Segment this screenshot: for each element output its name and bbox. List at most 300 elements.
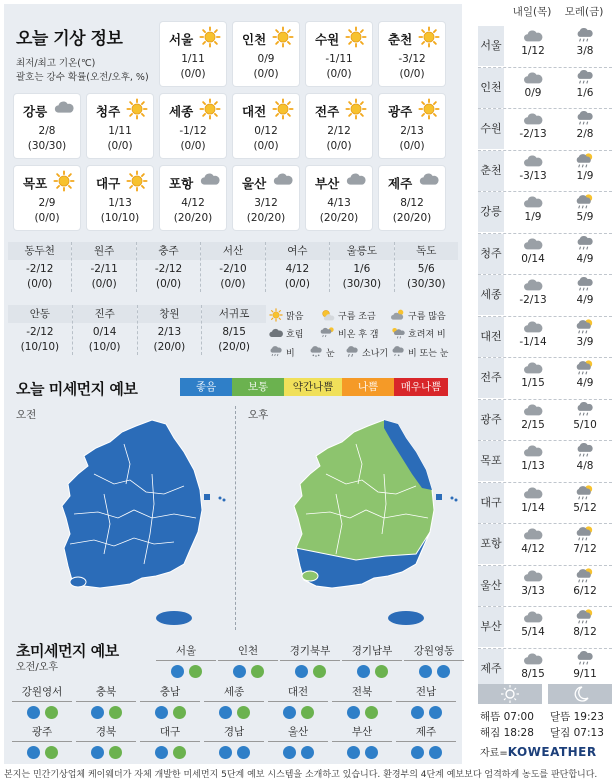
city-card <box>233 94 299 158</box>
legend-item <box>320 326 379 340</box>
cloud-icon <box>508 650 558 668</box>
minor-city-temp: -2/12 <box>26 263 54 275</box>
cloudy-then-rain-icon <box>390 326 406 340</box>
legend-item <box>390 345 449 359</box>
forecast-day1-temp: 8/15 <box>521 667 545 680</box>
legend-label: 비온 후 갬 <box>338 329 379 340</box>
forecast-day1-temp: 4/12 <box>521 543 545 555</box>
minor-city-name: 서귀포 <box>202 305 266 323</box>
region-name: 대전 <box>268 684 328 702</box>
cloud-icon <box>508 69 558 87</box>
forecast-panel <box>478 4 612 680</box>
region-name: 경기북부 <box>280 643 340 661</box>
minor-city-name: 충주 <box>137 242 200 260</box>
city-card <box>306 166 372 230</box>
minor-city-cell <box>201 242 265 292</box>
sun-icon <box>199 98 221 120</box>
dust-scale-item: 나쁨 <box>342 378 394 396</box>
forecast-day1-temp: 5/14 <box>521 626 545 638</box>
sun-icon <box>126 170 148 192</box>
forecast-day2-temp: 9/11 <box>573 667 597 680</box>
minor-city-cell <box>72 242 136 292</box>
forecast-city: 수원 <box>478 109 504 149</box>
legend-label: 구름 조금 <box>338 311 376 322</box>
forecast-day1-temp: 3/13 <box>521 584 545 597</box>
forecast-row <box>478 234 612 275</box>
city-precip: (0/0) <box>253 68 279 80</box>
forecast-day1-temp: -3/13 <box>519 169 547 182</box>
moonset-time: 달짐 07:13 <box>550 727 604 739</box>
forecast-row <box>478 317 612 358</box>
minor-city-cell <box>202 305 266 355</box>
legend-label: 구름 많음 <box>408 311 446 322</box>
row-divider <box>478 274 612 275</box>
minor-city-cell <box>395 242 458 292</box>
forecast-row <box>478 68 612 109</box>
forecast-city: 세종 <box>478 275 504 315</box>
forecast-row <box>478 400 612 441</box>
region-name: 강원영동 <box>404 643 464 661</box>
cloud-icon <box>272 170 294 192</box>
minor-city-temp: 1/6 <box>353 263 371 275</box>
sun-rain-icon <box>560 318 610 336</box>
minor-city-name: 안동 <box>8 305 72 323</box>
rain-icon <box>560 276 610 294</box>
city-card <box>14 94 80 158</box>
forecast-day1-temp: -2/13 <box>519 294 547 306</box>
cloud-icon <box>418 170 440 192</box>
forecast-city: 서울 <box>478 26 504 66</box>
forecast-head-day2: 모레(금) <box>564 6 604 18</box>
city-name: 부산 <box>315 176 340 191</box>
left-panel <box>4 4 462 764</box>
pm-level-dot <box>109 706 122 719</box>
city-card <box>87 166 153 230</box>
city-precip: (0/0) <box>253 140 279 152</box>
legend-label: 흐려져 비 <box>408 329 446 340</box>
legend-item <box>308 345 335 359</box>
minor-city-precip: (30/30) <box>407 278 446 290</box>
forecast-day2-temp: 5/10 <box>573 418 597 431</box>
sun-cloud-icon <box>320 308 336 322</box>
city-precip: (20/20) <box>392 212 432 224</box>
minor-city-name: 여수 <box>266 242 329 260</box>
city-precip: (0/0) <box>399 140 425 152</box>
cloud-icon <box>508 152 558 170</box>
minor-city-precip: (0/0) <box>27 278 53 290</box>
sun-outline-icon <box>478 684 542 704</box>
minor-city-cell <box>266 242 330 292</box>
sun-rain-icon <box>560 152 610 170</box>
forecast-city: 제주 <box>478 649 504 689</box>
forecast-row <box>478 275 612 316</box>
minor-city-cell <box>73 305 138 355</box>
ultra-region <box>6 724 78 759</box>
pm-level-dot <box>173 746 186 759</box>
city-temp: 2/12 <box>327 125 351 137</box>
pm-level-dot <box>313 665 326 678</box>
cloud-icon <box>508 110 558 128</box>
ultra-region <box>134 724 206 759</box>
row-divider <box>478 67 612 68</box>
minor-city-cell <box>330 242 394 292</box>
rain-icon <box>560 401 610 419</box>
pm-level-dot <box>429 706 442 719</box>
minor-city-cell <box>8 305 73 355</box>
city-temp: 2/9 <box>38 197 56 209</box>
city-name: 춘천 <box>388 32 413 47</box>
row-divider <box>478 357 612 358</box>
map-pm-label: 오후 <box>248 409 269 421</box>
forecast-day2-temp: 3/8 <box>576 45 594 57</box>
am-level-dot <box>233 665 246 678</box>
city-precip: (0/0) <box>326 68 352 80</box>
minor-city-cell <box>137 242 201 292</box>
cloud-icon <box>508 193 558 211</box>
forecast-city: 춘천 <box>478 151 504 191</box>
city-name: 청주 <box>96 104 121 119</box>
rain-icon <box>560 27 610 45</box>
forecast-row <box>478 483 612 524</box>
map-divider <box>235 406 236 630</box>
rain-then-clear-icon <box>320 326 336 340</box>
minor-city-precip: (20/0) <box>153 341 186 353</box>
minor-city-precip: (20/0) <box>218 341 251 353</box>
pm-level-dot <box>301 706 314 719</box>
city-precip: (20/20) <box>319 212 359 224</box>
minor-city-cell <box>8 242 72 292</box>
am-level-dot <box>155 706 168 719</box>
map-am-label: 오전 <box>16 409 37 421</box>
cloud-icon <box>508 27 558 45</box>
dust-scale-item: 보통 <box>232 378 284 396</box>
source-label <box>480 744 597 759</box>
sun-icon <box>345 26 367 48</box>
am-level-dot <box>219 706 232 719</box>
legend-label: 비 <box>286 348 295 359</box>
minor-city-temp: -2/12 <box>26 326 54 338</box>
city-temp: 4/12 <box>181 197 205 209</box>
minor-city-temp: -2/11 <box>90 263 118 275</box>
sun-rain-icon <box>560 525 610 543</box>
forecast-city: 인천 <box>478 68 504 108</box>
am-level-dot <box>283 706 296 719</box>
region-name: 경남 <box>204 724 264 742</box>
row-divider <box>478 150 612 151</box>
city-precip: (0/0) <box>326 140 352 152</box>
minor-city-precip: (0/0) <box>220 278 246 290</box>
ultra-region <box>198 724 270 759</box>
city-card <box>379 94 445 158</box>
am-level-dot <box>347 706 360 719</box>
sun-rain-icon <box>560 567 610 585</box>
region-name: 광주 <box>12 724 72 742</box>
city-temp: 1/11 <box>181 53 205 65</box>
city-name: 서울 <box>169 32 194 47</box>
source-prefix: 자료= <box>480 748 508 759</box>
cloud-icon <box>508 484 558 502</box>
sun-icon <box>418 98 440 120</box>
forecast-day1-temp: 2/15 <box>521 418 545 431</box>
city-temp: -1/11 <box>325 53 353 65</box>
am-level-dot <box>283 746 296 759</box>
forecast-city: 울산 <box>478 566 504 606</box>
minor-city-temp: -2/12 <box>154 263 183 275</box>
forecast-city: 부산 <box>478 607 504 647</box>
city-card <box>160 94 226 158</box>
row-divider <box>478 108 612 109</box>
cloud-icon <box>508 608 558 626</box>
city-temp: 1/11 <box>108 125 132 137</box>
pm-level-dot <box>45 706 58 719</box>
am-level-dot <box>295 665 308 678</box>
rain-icon <box>560 235 610 253</box>
sunrise-time: 해뜸 07:00 <box>480 711 534 723</box>
city-temp: -3/12 <box>398 53 426 65</box>
legend-item <box>268 345 295 359</box>
minor-city-name: 서산 <box>201 242 264 260</box>
cloud-icon <box>508 318 558 336</box>
forecast-day2-temp: 1/6 <box>576 86 594 99</box>
forecast-day2-temp: 3/9 <box>576 335 594 348</box>
city-name: 제주 <box>388 176 413 191</box>
city-temp: 2/8 <box>38 125 56 137</box>
pm-level-dot <box>173 706 186 719</box>
dust-map-am <box>34 414 230 632</box>
pm-level-dot <box>375 665 388 678</box>
region-name: 전남 <box>396 684 456 702</box>
ultra-subtitle: 오전/오후 <box>16 662 59 673</box>
city-name: 대전 <box>242 104 267 119</box>
minor-city-name: 원주 <box>72 242 135 260</box>
forecast-row <box>478 26 612 67</box>
city-name: 광주 <box>388 104 413 119</box>
cloud-icon <box>53 98 75 120</box>
sun-box <box>478 684 542 704</box>
forecast-day1-temp: 0/14 <box>521 252 545 265</box>
forecast-city: 전주 <box>478 358 504 398</box>
city-temp: 2/13 <box>400 125 424 137</box>
moon-outline-icon <box>548 684 612 704</box>
footer-note: 본지는 민간기상업체 케이웨더가 자체 개발한 미세먼지 5단계 예보 시스템을 소개하고 있습니다. 환경부의 4단계 예보보다 엄격하게 농도를 판단합니다. <box>4 770 598 780</box>
page-title: 오늘 기상 정보 <box>16 29 123 49</box>
rain-or-snow-icon <box>390 345 406 359</box>
minor-city-name: 창원 <box>138 305 202 323</box>
forecast-day1-temp: 1/13 <box>521 460 545 472</box>
city-name: 인천 <box>242 32 267 47</box>
region-name: 부산 <box>332 724 392 742</box>
sun-icon <box>53 170 75 192</box>
city-precip: (30/30) <box>27 140 67 152</box>
dust-scale-item: 좋음 <box>180 378 232 396</box>
city-name: 강릉 <box>23 104 48 119</box>
legend-label: 소나기 <box>362 348 389 359</box>
region-name: 충북 <box>76 684 136 702</box>
city-card <box>379 166 445 230</box>
row-divider <box>478 316 612 317</box>
city-precip: (0/0) <box>34 212 60 224</box>
subtitle-temp: 최저/최고 기온(℃) <box>16 58 96 69</box>
forecast-row <box>478 358 612 399</box>
forecast-city: 대전 <box>478 317 504 357</box>
forecast-row <box>478 151 612 192</box>
sun-icon <box>268 308 284 322</box>
cloud-icon <box>345 170 367 192</box>
rain-icon <box>268 345 284 359</box>
ultra-title: 초미세먼지 예보 <box>16 642 119 660</box>
ultra-region <box>262 724 334 759</box>
city-name: 전주 <box>315 104 340 119</box>
region-name: 강원영서 <box>12 684 72 702</box>
forecast-day1-temp: 1/12 <box>521 45 545 57</box>
am-level-dot <box>411 706 424 719</box>
shower-icon <box>344 345 360 359</box>
pm-level-dot <box>237 706 250 719</box>
region-name: 충남 <box>140 684 200 702</box>
sun-rain-icon <box>560 608 610 626</box>
dust-scale-item: 약간나쁨 <box>284 378 342 396</box>
forecast-day1-temp: -1/14 <box>519 335 547 348</box>
row-divider <box>478 606 612 607</box>
forecast-row <box>478 524 612 565</box>
row-divider <box>478 440 612 441</box>
forecast-city: 강릉 <box>478 192 504 232</box>
city-temp: 0/12 <box>254 125 278 137</box>
row-divider <box>478 399 612 400</box>
cloud-icon <box>508 235 558 253</box>
pm-level-dot <box>237 746 250 759</box>
legend-item <box>320 308 376 322</box>
rain-icon <box>560 69 610 87</box>
pm-level-dot <box>251 665 264 678</box>
rain-icon <box>560 442 610 460</box>
city-card <box>306 22 372 86</box>
subtitle-precip: 괄호는 강수 확률(오전/오후, %) <box>16 72 149 83</box>
city-temp: -1/12 <box>179 125 207 137</box>
city-temp: 8/12 <box>400 197 424 209</box>
cloud-icon <box>508 442 558 460</box>
row-divider <box>478 565 612 566</box>
city-card <box>160 22 226 86</box>
forecast-row <box>478 566 612 607</box>
forecast-day2-temp: 1/9 <box>576 169 594 182</box>
region-name: 서울 <box>156 643 216 661</box>
legend-item <box>390 326 446 340</box>
pm-level-dot <box>437 665 450 678</box>
city-precip: (0/0) <box>107 140 133 152</box>
cloud-icon <box>508 567 558 585</box>
city-precip: (10/10) <box>100 212 140 224</box>
ultra-region <box>326 724 398 759</box>
region-name: 경기남부 <box>342 643 402 661</box>
city-temp: 4/13 <box>327 197 351 209</box>
moon-box <box>548 684 612 704</box>
sun-icon <box>418 26 440 48</box>
row-divider <box>478 523 612 524</box>
minor-city-temp: 2/13 <box>157 326 182 338</box>
city-precip: (0/0) <box>399 68 425 80</box>
ultra-region <box>262 684 334 719</box>
snow-icon <box>308 345 324 359</box>
cloud-icon <box>508 401 558 419</box>
minor-city-name: 동두천 <box>8 242 71 260</box>
legend-item <box>390 308 446 322</box>
city-name: 목포 <box>23 176 48 191</box>
city-card <box>87 94 153 158</box>
ultra-region <box>134 684 206 719</box>
forecast-day1-temp: 1/9 <box>524 211 542 223</box>
city-card <box>14 166 80 230</box>
row-divider <box>478 191 612 192</box>
city-name: 세종 <box>169 104 194 119</box>
am-level-dot <box>347 746 360 759</box>
region-name: 울산 <box>268 724 328 742</box>
forecast-day2-temp: 5/12 <box>573 501 597 514</box>
am-level-dot <box>91 706 104 719</box>
source-brand: KOWEATHER <box>507 745 597 759</box>
am-level-dot <box>419 665 432 678</box>
city-temp: 1/13 <box>108 197 132 209</box>
minor-cities-row-1 <box>8 242 458 292</box>
city-precip: (20/20) <box>246 212 286 224</box>
sun-icon <box>345 98 367 120</box>
ultra-region <box>70 724 142 759</box>
city-precip: (20/20) <box>173 212 213 224</box>
am-level-dot <box>27 706 40 719</box>
minor-city-temp: 5/6 <box>417 263 435 275</box>
cloud-icon <box>199 170 221 192</box>
forecast-day2-temp: 8/12 <box>573 626 597 638</box>
ultra-region <box>70 684 142 719</box>
forecast-day1-temp: 0/9 <box>524 86 542 99</box>
legend-label: 비 또는 눈 <box>408 348 449 359</box>
minor-city-temp: 4/12 <box>285 263 310 275</box>
city-name: 울산 <box>242 176 267 191</box>
row-divider <box>478 233 612 234</box>
forecast-day2-temp: 4/9 <box>576 294 594 306</box>
minor-city-precip: (0/0) <box>156 278 182 290</box>
sun-rain-icon <box>560 484 610 502</box>
forecast-day2-temp: 5/9 <box>576 211 594 223</box>
ultra-region <box>398 643 470 678</box>
ultra-region <box>390 684 462 719</box>
legend-label: 맑음 <box>286 311 304 322</box>
sun-icon <box>272 26 294 48</box>
sunset-time: 해짐 18:28 <box>480 727 534 739</box>
minor-city-precip: (0/0) <box>284 278 310 290</box>
legend-item <box>344 345 388 359</box>
pm-level-dot <box>365 746 378 759</box>
city-card <box>233 166 299 230</box>
sun-rain-icon <box>560 193 610 211</box>
dark-cloud-icon <box>268 326 284 340</box>
pm-level-dot <box>109 746 122 759</box>
dust-map-pm <box>266 414 462 632</box>
rain-icon <box>560 110 610 128</box>
city-precip: (0/0) <box>180 68 206 80</box>
forecast-row <box>478 192 612 233</box>
minor-city-name: 독도 <box>395 242 458 260</box>
forecast-day1-temp: -2/13 <box>519 128 547 140</box>
am-level-dot <box>155 746 168 759</box>
pm-level-dot <box>365 706 378 719</box>
forecast-row <box>478 607 612 648</box>
minor-cities-row-2 <box>8 305 266 355</box>
row-divider <box>478 482 612 483</box>
city-card <box>306 94 372 158</box>
city-card <box>379 22 445 86</box>
ultra-region <box>326 684 398 719</box>
